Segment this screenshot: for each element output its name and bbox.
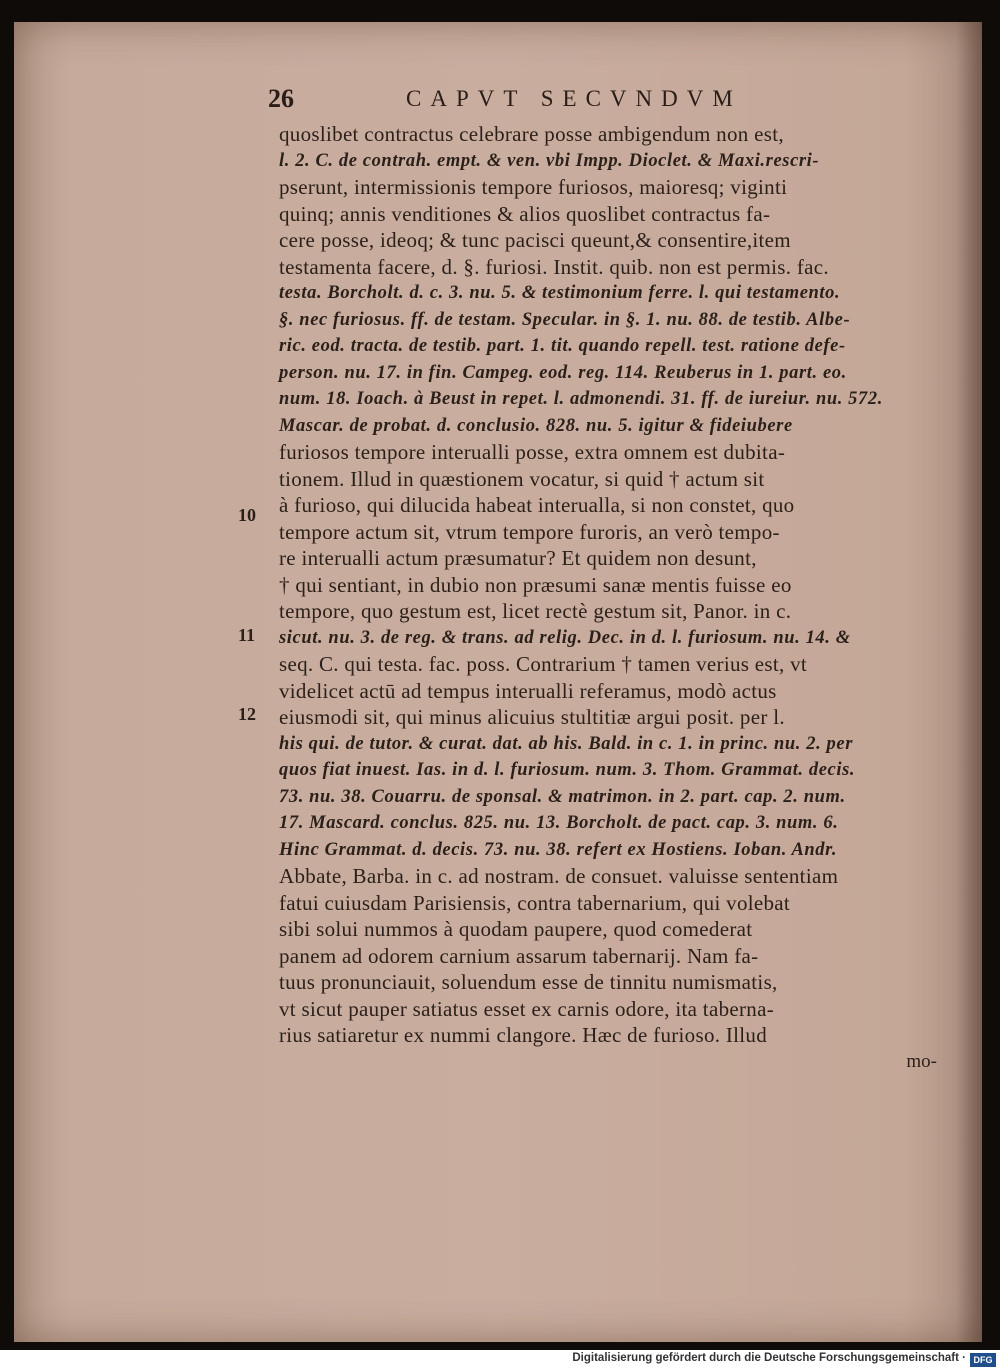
- text-line: videlicet actū ad tempus interualli referamus, modò actus: [279, 678, 777, 703]
- text-line: quoslibet contractus celebrare posse ambigendum non est,: [279, 122, 784, 146]
- text-line: tempore, quo gestum est, licet rectè gestum sit, Panor. in c.: [279, 599, 792, 623]
- text-line: vt sicut pauper satiatus esset ex carnis odore, ita taberna-: [279, 996, 774, 1021]
- text-line: † qui sentiant, in dubio non præsumi sanæ mentis fuisse eo: [279, 572, 792, 597]
- text-line: tuus pronunciauit, soluendum esse de tinnitu numismatis,: [279, 970, 778, 994]
- text-line: person. nu. 17. in fin. Campeg. eod. reg. 114. Reuberus in 1. part. eo.: [279, 362, 847, 383]
- text-line: ric. eod. tracta. de testib. part. 1. tit. quando repell. test. ratione defe-: [279, 336, 846, 356]
- text-line: Hinc Grammat. d. decis. 73. nu. 38. refert ex Hostiens. Ioban. Andr.: [279, 839, 838, 860]
- catchword: mo-: [906, 1050, 937, 1072]
- page-shadow: [956, 22, 982, 1342]
- text-line: 73. nu. 38. Couarru. de sponsal. & matrimon. in 2. part. cap. 2. num.: [279, 786, 846, 807]
- text-line: l. 2. C. de contrah. empt. & ven. vbi Impp. Dioclet. & Maxi.rescri-: [279, 150, 820, 171]
- text-line: à furioso, qui dilucida habeat interualla, si non constet, quo: [279, 493, 795, 517]
- text-line: tempore actum sit, vtrum tempore furoris, an verò tempo-: [279, 519, 780, 544]
- text-line: tionem. Illud in quæstionem vocatur, si quid † actum sit: [279, 466, 765, 491]
- text-line: quinq; annis venditiones & alios quoslibet contractus fa-: [279, 201, 771, 226]
- text-line: num. 18. Ioach. à Beust in repet. l. admonendi. 31. ff. de iureiur. nu. 572.: [279, 389, 883, 409]
- text-line: 17. Mascard. conclus. 825. nu. 13. Borcholt. de pact. cap. 3. num. 6.: [279, 813, 839, 833]
- page-number: 26: [268, 84, 294, 113]
- body-text: [279, 121, 941, 1075]
- text-line: rius satiaretur ex nummi clangore. Hæc de furioso. Illud: [279, 1023, 768, 1047]
- text-line: panem ad odorem carnium assarum tabernarij. Nam fa-: [279, 943, 759, 968]
- text-line: testamenta facere, d. §. furiosi. Instit. quib. non est permis. fac.: [279, 254, 829, 279]
- text-line: testa. Borcholt. d. c. 3. nu. 5. & testimonium ferre. l. qui testamento.: [279, 283, 841, 303]
- text-line: fatui cuiusdam Parisiensis, contra tabernarium, qui volebat: [279, 890, 791, 915]
- text-line: sicut. nu. 3. de reg. & trans. ad relig. Dec. in d. l. furiosum. nu. 14. &: [279, 627, 851, 648]
- text-line: §. nec furiosus. ff. de testam. Specular. in §. 1. nu. 88. de testib. Albe-: [279, 309, 851, 330]
- text-line: Abbate, Barba. in c. ad nostram. de consuet. valuisse sententiam: [279, 864, 839, 888]
- footer-credit: Digitalisierung gefördert durch die Deutsche Forschungsgemeinschaft ·: [572, 1352, 966, 1364]
- margin-number: 11: [238, 625, 256, 645]
- margin-number: 10: [238, 505, 256, 525]
- digitization-footer: [0, 1350, 1000, 1371]
- running-head: CAPVT SECVNDVM: [406, 86, 742, 111]
- margin-number: 12: [238, 704, 256, 724]
- text-line: quos fiat inuest. Ias. in d. l. furiosum. num. 3. Thom. Grammat. decis.: [279, 760, 856, 780]
- text-line: Mascar. de probat. d. conclusio. 828. nu. 5. igitur & fideiubere: [279, 415, 793, 436]
- text-line: seq. C. qui testa. fac. poss. Contrarium † tamen verius est, vt: [279, 652, 808, 676]
- page-header: [268, 80, 808, 120]
- text-line: re interualli actum præsumatur? Et quidem non desunt,: [279, 546, 757, 570]
- text-line: his qui. de tutor. & curat. dat. ab his. Bald. in c. 1. in princ. nu. 2. per: [279, 733, 853, 754]
- text-line: sibi solui nummos à quodam paupere, quod comederat: [279, 917, 753, 941]
- text-line: cere posse, ideoq; & tunc pacisci queunt,& consentire,item: [279, 228, 791, 252]
- dfg-logo[interactable]: DFG: [970, 1353, 996, 1367]
- text-line: pserunt, intermissionis tempore furiosos, maioresq; viginti: [279, 175, 788, 199]
- text-line: eiusmodi sit, qui minus alicuius stultitiæ argui posit. per l.: [279, 705, 785, 729]
- text-line: furiosos tempore interualli posse, extra omnem est dubita-: [279, 440, 786, 464]
